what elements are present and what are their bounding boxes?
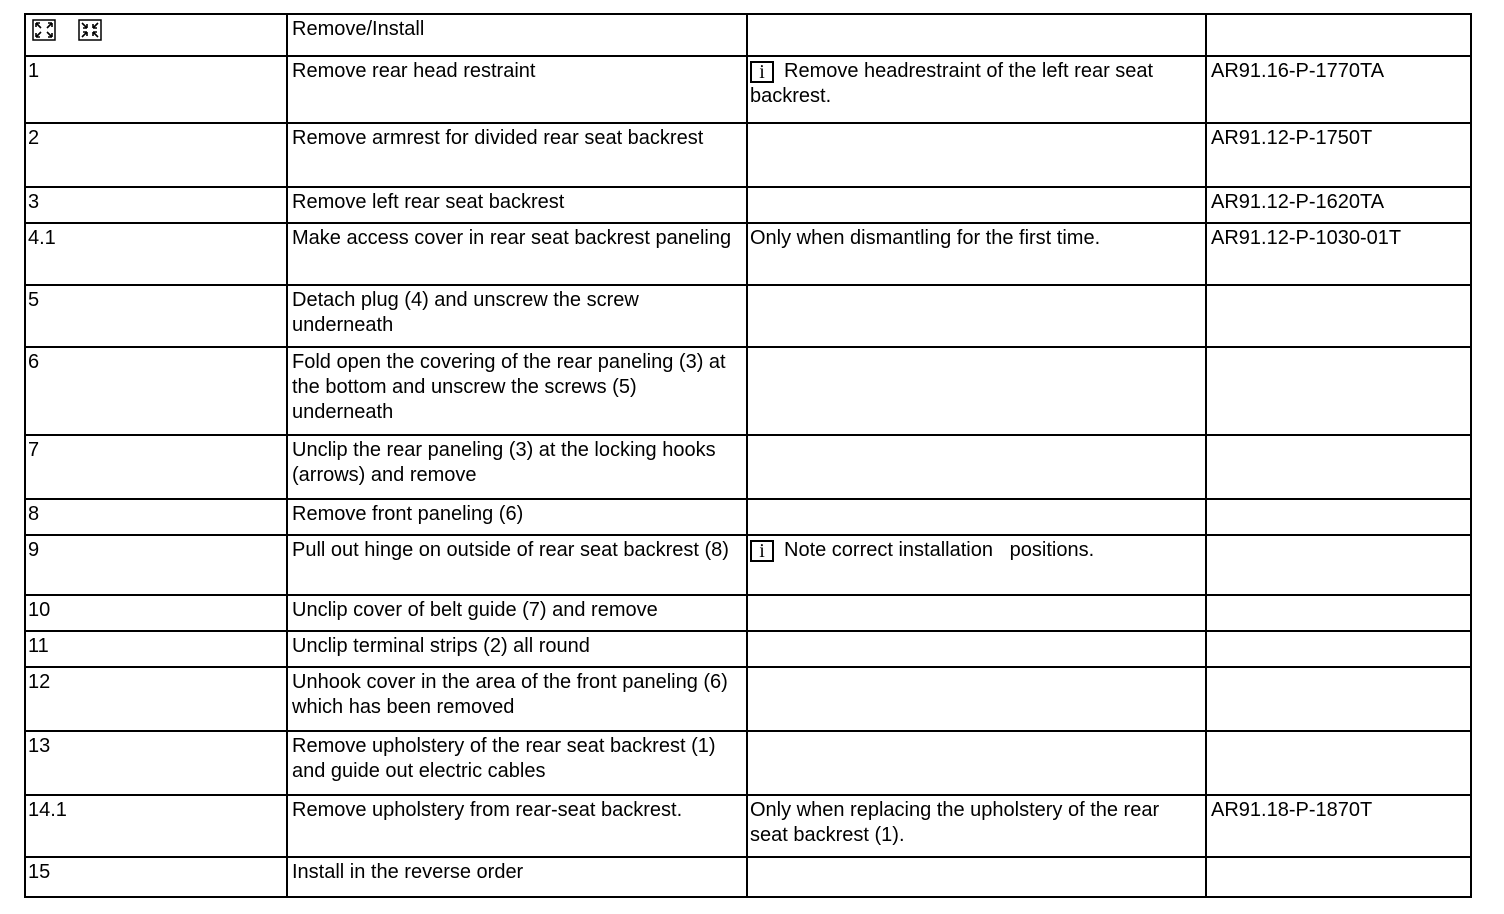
info-icon: i — [750, 61, 774, 83]
step-number: 5 — [25, 285, 287, 347]
step-note-cell — [747, 285, 1206, 347]
table-row — [25, 223, 1471, 285]
step-action: Remove left rear seat backrest — [287, 187, 747, 223]
step-note-cell — [747, 347, 1206, 435]
step-reference[interactable] — [1206, 347, 1471, 435]
header-note-cell — [747, 14, 1206, 56]
step-number: 7 — [25, 435, 287, 499]
step-number: 1 — [25, 56, 287, 123]
table-row — [25, 435, 1471, 499]
step-action: Remove upholstery from rear-seat backrest. — [287, 795, 747, 857]
table-row — [25, 123, 1471, 187]
step-number: 15 — [25, 857, 287, 897]
table-row — [25, 795, 1471, 857]
step-reference[interactable] — [1206, 285, 1471, 347]
step-reference[interactable] — [1206, 595, 1471, 631]
step-action: Pull out hinge on outside of rear seat backrest (8) — [287, 535, 747, 595]
step-action: Unhook cover in the area of the front paneling (6) which has been removed — [287, 667, 747, 731]
step-note-cell — [747, 123, 1206, 187]
step-reference[interactable] — [1206, 499, 1471, 535]
step-note: Note correct installation positions. — [784, 539, 1095, 561]
step-note: Only when replacing the upholstery of the rear seat backrest (1). — [750, 799, 1165, 846]
step-number: 10 — [25, 595, 287, 631]
step-number: 2 — [25, 123, 287, 187]
expand-icon[interactable] — [32, 19, 56, 41]
table-row — [25, 857, 1471, 897]
step-action: Install in the reverse order — [287, 857, 747, 897]
step-reference[interactable]: AR91.16-P-1770TA — [1206, 56, 1471, 123]
step-reference[interactable]: AR91.18-P-1870T — [1206, 795, 1471, 857]
step-reference[interactable] — [1206, 435, 1471, 499]
collapse-icon[interactable] — [78, 19, 102, 41]
step-action: Detach plug (4) and unscrew the screw underneath — [287, 285, 747, 347]
step-note-cell — [747, 731, 1206, 795]
step-note-cell — [747, 595, 1206, 631]
table-row — [25, 667, 1471, 731]
step-action: Remove armrest for divided rear seat backrest — [287, 123, 747, 187]
step-action: Remove front paneling (6) — [287, 499, 747, 535]
step-number: 3 — [25, 187, 287, 223]
step-number: 11 — [25, 631, 287, 667]
table-row — [25, 535, 1471, 595]
step-reference[interactable] — [1206, 535, 1471, 595]
step-note-cell — [747, 667, 1206, 731]
step-number: 14.1 — [25, 795, 287, 857]
table-row — [25, 731, 1471, 795]
step-reference[interactable]: AR91.12-P-1750T — [1206, 123, 1471, 187]
step-action: Unclip the rear paneling (3) at the locking hooks (arrows) and remove — [287, 435, 747, 499]
step-number: 4.1 — [25, 223, 287, 285]
step-note-cell — [747, 223, 1206, 285]
step-number: 8 — [25, 499, 287, 535]
step-reference[interactable] — [1206, 667, 1471, 731]
step-action: Fold open the covering of the rear paneling (3) at the bottom and unscrew the screws (5) underneath — [287, 347, 747, 435]
step-number: 12 — [25, 667, 287, 731]
step-reference[interactable] — [1206, 631, 1471, 667]
step-action: Remove upholstery of the rear seat backrest (1) and guide out electric cables — [287, 731, 747, 795]
header-row — [25, 14, 1471, 56]
step-note-cell — [747, 535, 1206, 595]
step-action: Remove rear head restraint — [287, 56, 747, 123]
step-note-cell — [747, 56, 1206, 123]
step-reference[interactable]: AR91.12-P-1030-01T — [1206, 223, 1471, 285]
table-row — [25, 187, 1471, 223]
table-row — [25, 347, 1471, 435]
table-row — [25, 56, 1471, 123]
procedure-table — [24, 13, 1472, 898]
step-number: 6 — [25, 347, 287, 435]
step-action: Unclip terminal strips (2) all round — [287, 631, 747, 667]
step-note-cell — [747, 499, 1206, 535]
step-note-cell — [747, 631, 1206, 667]
step-number: 13 — [25, 731, 287, 795]
step-note: Only when dismantling for the first time. — [750, 227, 1101, 249]
table-row — [25, 631, 1471, 667]
step-number: 9 — [25, 535, 287, 595]
step-reference[interactable] — [1206, 731, 1471, 795]
table-row — [25, 499, 1471, 535]
table-row — [25, 595, 1471, 631]
step-note-cell — [747, 187, 1206, 223]
header-icon-cell — [25, 14, 287, 56]
table-row — [25, 285, 1471, 347]
step-note-cell — [747, 435, 1206, 499]
header-ref-cell — [1206, 14, 1471, 56]
step-reference[interactable] — [1206, 857, 1471, 897]
step-note: Remove headrestraint of the left rear seat backrest. — [750, 60, 1159, 107]
step-note-cell — [747, 795, 1206, 857]
step-reference[interactable]: AR91.12-P-1620TA — [1206, 187, 1471, 223]
step-note-cell — [747, 857, 1206, 897]
step-action: Make access cover in rear seat backrest paneling — [287, 223, 747, 285]
info-icon: i — [750, 540, 774, 562]
header-title: Remove/Install — [287, 14, 747, 56]
step-action: Unclip cover of belt guide (7) and remove — [287, 595, 747, 631]
